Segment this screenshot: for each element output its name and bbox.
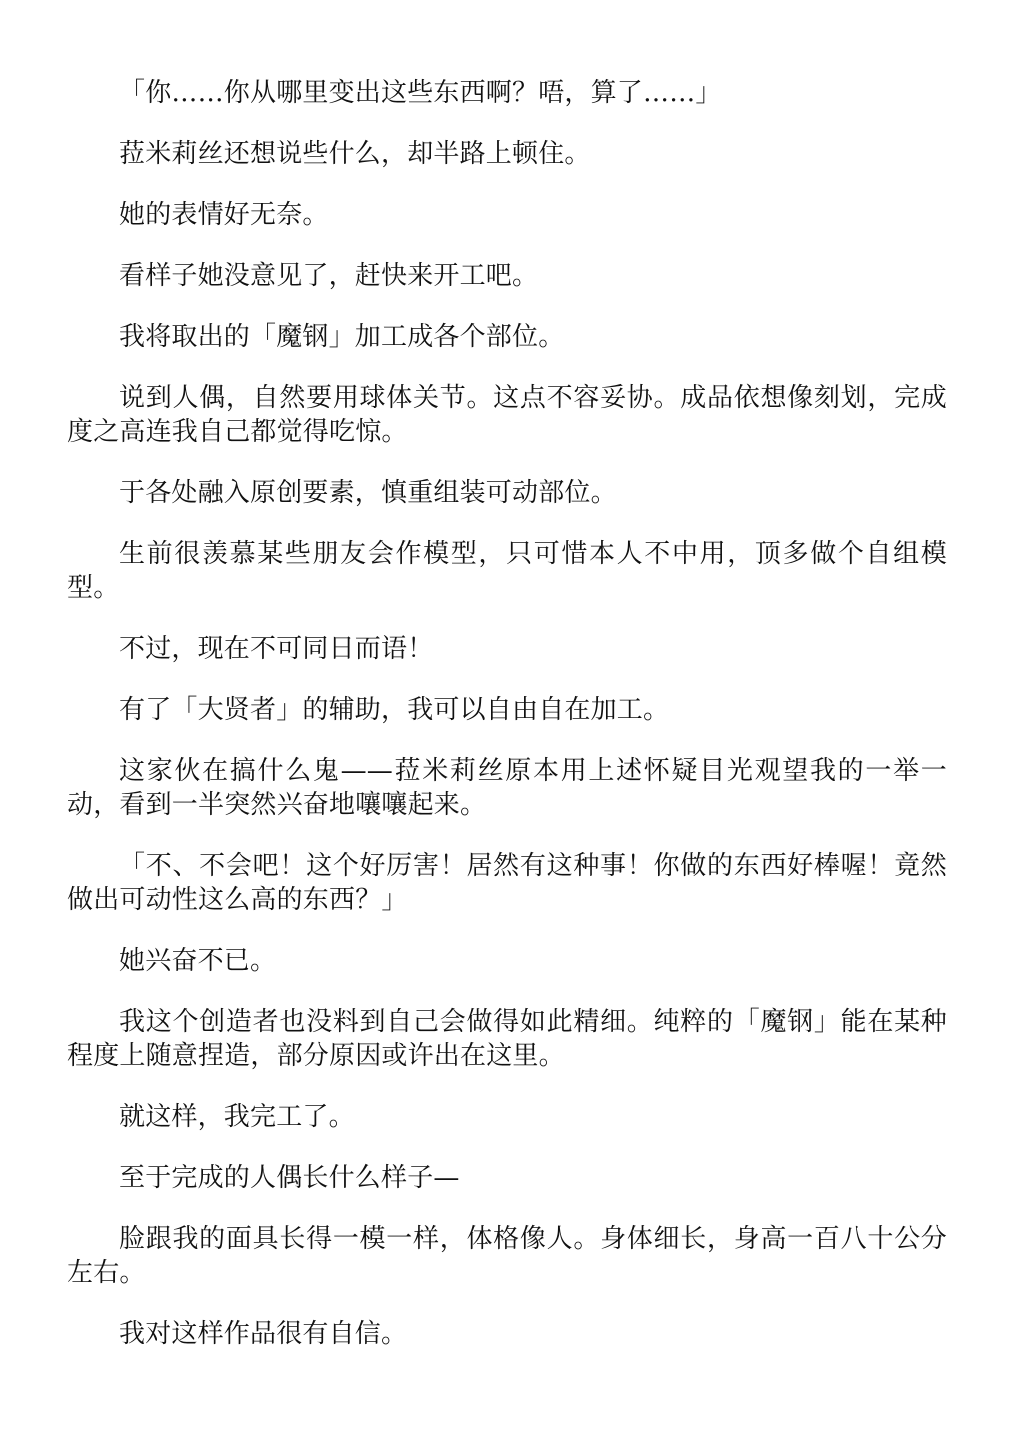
paragraph: 说到人偶，自然要用球体关节。这点不容妥协。成品依想像刻划，完成度之高连我自己都觉得吃惊。 <box>67 383 947 447</box>
paragraph: 「不、不会吧！这个好厉害！居然有这种事！你做的东西好棒喔！竟然做出可动性这么高的东西？」 <box>67 851 947 915</box>
paragraph: 于各处融入原创要素，慎重组装可动部位。 <box>119 478 617 508</box>
paragraph: 菈米莉丝还想说些什么，却半路上顿住。 <box>119 139 591 169</box>
paragraph: 有了「大贤者」的辅助，我可以自由自在加工。 <box>119 695 670 725</box>
paragraph: 不过，现在不可同日而语！ <box>119 634 434 664</box>
paragraph: 她的表情好无奈。 <box>119 200 329 230</box>
paragraph: 脸跟我的面具长得一模一样，体格像人。身体细长，身高一百八十公分左右。 <box>67 1224 947 1288</box>
paragraph: 我对这样作品很有自信。 <box>119 1319 408 1349</box>
paragraph: 看样子她没意见了，赶快来开工吧。 <box>119 261 539 291</box>
paragraph: 至于完成的人偶长什么样子— <box>119 1163 460 1193</box>
paragraph: 「你……你从哪里变出这些东西啊？唔，算了……」 <box>119 78 722 108</box>
document-page <box>67 76 947 1378</box>
paragraph: 我将取出的「魔钢」加工成各个部位。 <box>119 322 565 352</box>
paragraph: 这家伙在搞什么鬼——菈米莉丝原本用上述怀疑目光观望我的一举一动，看到一半突然兴奋地嚷嚷起来。 <box>67 756 947 820</box>
paragraph: 她兴奋不已。 <box>119 946 277 976</box>
paragraph: 就这样，我完工了。 <box>119 1102 355 1132</box>
paragraph: 我这个创造者也没料到自己会做得如此精细。纯粹的「魔钢」能在某种程度上随意捏造，部分原因或许出在这里。 <box>67 1007 947 1071</box>
paragraph: 生前很羡慕某些朋友会作模型，只可惜本人不中用，顶多做个自组模型。 <box>67 539 947 603</box>
